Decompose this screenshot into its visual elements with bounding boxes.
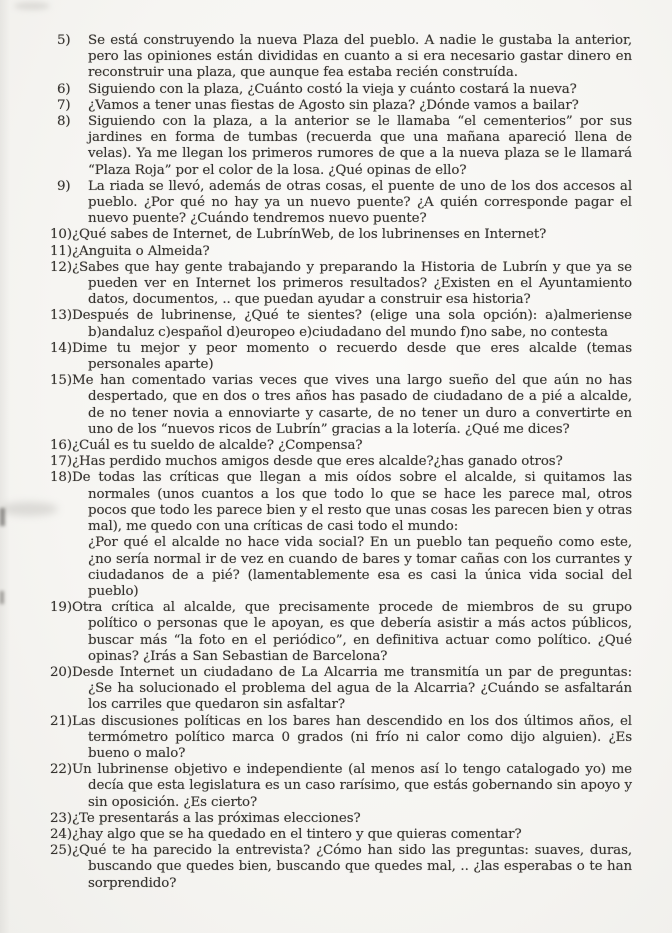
question-number: 5) bbox=[57, 33, 71, 48]
question-text: ¿Por qué el alcalde no hace vida social? En un pueblo tan pequeño como este, ¿no sería normal ir de vez en cuando de bares y tomar cañas con los currantes y ciudadanos de a pié? (lamentablemente esa es casi la única vida social del pueblo) bbox=[88, 535, 632, 599]
question-paragraph bbox=[50, 341, 632, 373]
question-item bbox=[50, 244, 632, 260]
question-item bbox=[50, 179, 632, 228]
question-paragraph bbox=[50, 600, 632, 665]
question-paragraph bbox=[50, 308, 632, 340]
question-number: 17) bbox=[50, 454, 72, 470]
question-number: 24) bbox=[50, 826, 72, 842]
question-item bbox=[50, 260, 632, 309]
question-number: 8) bbox=[57, 114, 71, 130]
scan-edge-shading bbox=[0, 0, 10, 933]
question-paragraph bbox=[50, 762, 632, 811]
question-text: ¿Vamos a tener unas fiestas de Agosto sin plaza? ¿Dónde vamos a bailar? bbox=[88, 97, 579, 113]
question-text: La riada se llevó, además de otras cosas, el puente de uno de los dos accesos al pueblo. ¿Por qué no hay ya un nuevo puente? ¿A quién corresponde pagar el nuevo puente? ¿Cuándo tendremos nuevo puente? bbox=[88, 178, 632, 227]
question-text: ¿Qué te ha parecido la entrevista? ¿Cómo han sido las preguntas: suaves, duras, buscando que quedes bien, buscando que quedes mal, .. ¿las esperabas o te han sorprendido? bbox=[71, 843, 632, 891]
question-number: 18) bbox=[50, 470, 72, 486]
question-text: ¿Cuál es tu sueldo de alcalde? ¿Compensa? bbox=[71, 438, 363, 454]
question-text: De todas las críticas que llegan a mis oídos sobre el alcalde, si quitamos las normales (unos cuantos a los que todo lo que se hace les parece mal, otros pocos que todo les parece bien y el resto que unas cosas les parecen bien y otras mal), me quedo con una críticas de casi todo el mundo: bbox=[71, 470, 632, 535]
question-text: Otra crítica al alcalde, que precisamente procede de miembros de su grupo político o personas que le apoyan, es que debería asistir a más actos públicos, buscar más “la foto en el periódico”, en definitiva actuar como político. ¿Qué opinas? ¿Irás a San Sebastian de Barcelona? bbox=[71, 600, 632, 664]
question-number: 11) bbox=[50, 243, 72, 259]
question-paragraph bbox=[50, 114, 632, 179]
question-item bbox=[50, 665, 632, 714]
question-item bbox=[50, 33, 632, 82]
question-item bbox=[50, 373, 632, 438]
question-paragraph bbox=[50, 665, 632, 714]
question-text: Siguiendo con la plaza, ¿Cuánto costó la vieja y cuánto costará la nueva? bbox=[88, 81, 577, 97]
question-paragraph bbox=[50, 244, 632, 260]
question-number: 6) bbox=[57, 81, 71, 97]
question-text: Me han comentado varias veces que vives una largo sueño del que aún no has despertado, que en dos o tres años has pasado de ciudadano de a pié a alcalde, de no tener novia a ennoviarte y casarte, de no tener un duro a convertirte en uno de los “nuevos ricos de Lubrín” gracias a la lotería. ¿Qué me dices? bbox=[71, 373, 632, 437]
question-paragraph bbox=[50, 82, 632, 98]
question-list bbox=[50, 33, 632, 892]
question-text: ¿Qué sabes de Internet, de LubrínWeb, de los lubrinenses en Internet? bbox=[71, 227, 547, 243]
question-paragraph bbox=[50, 470, 632, 535]
question-paragraph bbox=[50, 373, 632, 438]
question-paragraph bbox=[50, 811, 632, 827]
question-paragraph bbox=[50, 827, 632, 843]
question-item bbox=[50, 98, 632, 114]
question-item bbox=[50, 600, 632, 665]
question-item bbox=[50, 843, 632, 892]
question-item bbox=[50, 762, 632, 811]
question-number: 12) bbox=[50, 259, 72, 275]
question-item bbox=[50, 82, 632, 98]
question-number: 19) bbox=[50, 600, 72, 616]
question-number: 21) bbox=[50, 713, 72, 729]
question-item bbox=[50, 827, 632, 843]
question-item bbox=[50, 714, 632, 763]
question-text: ¿Sabes que hay gente trabajando y preparando la Historia de Lubrín y que ya se pueden ver en Internet los primeros resultados? ¿Existen en el Ayuntamiento datos, documentos, .. que puedan ayudar a construir esa historia? bbox=[71, 259, 632, 308]
question-number: 13) bbox=[50, 308, 72, 324]
question-item bbox=[50, 811, 632, 827]
question-paragraph bbox=[50, 227, 632, 243]
question-number: 15) bbox=[50, 373, 72, 389]
question-item bbox=[50, 341, 632, 373]
question-paragraph bbox=[50, 714, 632, 763]
question-item bbox=[50, 308, 632, 340]
question-item bbox=[50, 114, 632, 179]
question-number: 9) bbox=[57, 178, 71, 194]
question-item bbox=[50, 438, 632, 454]
question-number: 22) bbox=[50, 762, 72, 778]
question-item bbox=[50, 470, 632, 600]
question-paragraph bbox=[50, 454, 632, 470]
question-number: 25) bbox=[50, 843, 72, 859]
question-text: Las discusiones políticas en los bares han descendido en los dos últimos años, el termómetro político marca 0 grados (ni frío ni calor como dijo alguien). ¿Es bueno o malo? bbox=[71, 713, 632, 761]
question-number: 7) bbox=[57, 97, 71, 113]
question-text: Un lubrinense objetivo e independiente (al menos así lo tengo catalogado yo) me decía que esta legislatura es un caso rarísimo, que estás gobernando sin apoyo y sin oposición. ¿Es cierto? bbox=[71, 762, 632, 810]
question-paragraph bbox=[50, 98, 632, 114]
question-text: Siguiendo con la plaza, a la anterior se le llamaba “el cementerios” por sus jardines en forma de tumbas (recuerda que una mañana apareció llena de velas). Ya me llegan los primeros rumores de que a la nueva plaza se le llamará “Plaza Roja” por el color de la losa. ¿Qué opinas de ello? bbox=[88, 114, 632, 178]
question-text: ¿Te presentarás a las próximas elecciones? bbox=[71, 810, 361, 826]
question-paragraph bbox=[50, 438, 632, 454]
question-item bbox=[50, 227, 632, 243]
question-number: 14) bbox=[50, 340, 72, 356]
scan-edge-mark bbox=[0, 508, 5, 526]
question-number: 16) bbox=[50, 438, 72, 454]
question-number: 23) bbox=[50, 810, 72, 826]
question-item bbox=[50, 454, 632, 470]
question-text: ¿hay algo que se ha quedado en el tintero y que quieras comentar? bbox=[71, 826, 522, 842]
question-text: ¿Has perdido muchos amigos desde que eres alcalde?¿has ganado otros? bbox=[71, 454, 563, 470]
question-text: Desde Internet un ciudadano de La Alcarria me transmitía un par de preguntas: ¿Se ha solucionado el problema del agua de la Alcarria? ¿Cuándo se asfaltarán los carriles que quedaron sin asfaltar? bbox=[71, 664, 632, 713]
scan-edge-mark bbox=[0, 591, 4, 604]
question-text: Después de lubrinense, ¿Qué te sientes? (elige una sola opción): a)almeriense b)andaluz c)español d)europeo e)ciudadano del mundo f)no sabe, no contesta bbox=[71, 308, 632, 340]
question-paragraph bbox=[50, 843, 632, 892]
question-paragraph bbox=[50, 33, 632, 82]
question-paragraph bbox=[50, 535, 632, 600]
question-number: 20) bbox=[50, 664, 72, 680]
question-number: 10) bbox=[50, 227, 72, 243]
scan-smudge-top bbox=[14, 2, 50, 10]
question-text: Dime tu mejor y peor momento o recuerdo desde que eres alcalde (temas personales aparte) bbox=[71, 340, 632, 373]
question-paragraph bbox=[50, 260, 632, 309]
question-text: Se está construyendo la nueva Plaza del pueblo. A nadie le gustaba la anterior, pero las opiniones están divididas en cuanto a si era necesario gastar dinero en reconstruir una plaza, que aunque fea estaba recién construída. bbox=[88, 33, 632, 81]
question-paragraph bbox=[50, 179, 632, 228]
question-text: ¿Anguita o Almeida? bbox=[71, 243, 210, 259]
